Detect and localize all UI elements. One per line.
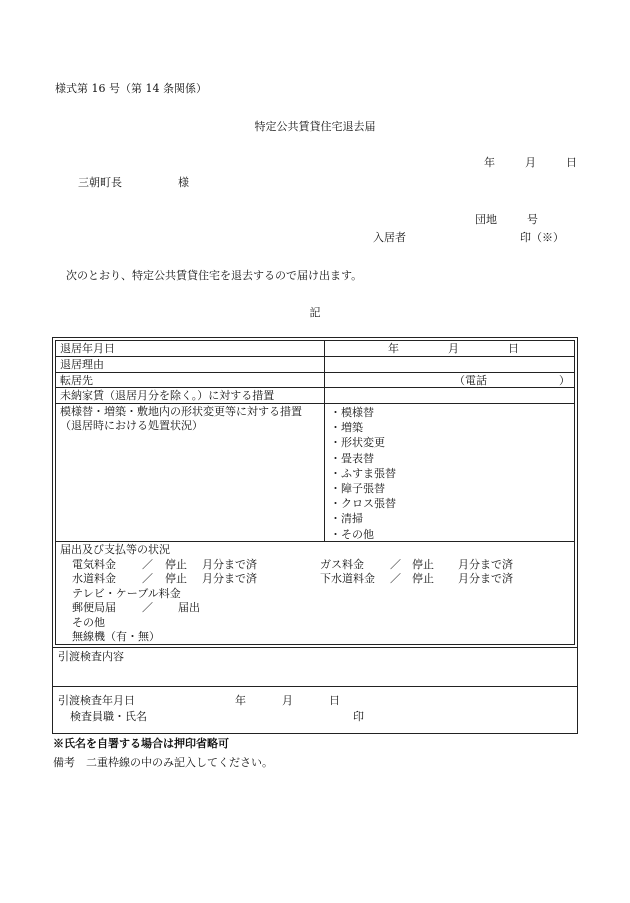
alteration-item[interactable]: ・畳表替: [330, 451, 374, 465]
resident-label: 入居者: [373, 231, 406, 244]
intro-text: 次のとおり、特定公共賃貸住宅を退去するので届け出ます。: [66, 269, 363, 282]
row-reason: [56, 357, 574, 373]
row-new-address: [56, 373, 574, 388]
slash: ／: [390, 572, 401, 585]
alteration-item[interactable]: ・形状変更: [330, 436, 385, 450]
post-office-label: 郵便局届: [72, 601, 116, 614]
inspection-year: 年: [235, 694, 246, 707]
sewer-label: 下水道料金: [320, 572, 375, 585]
new-address-label: 転居先: [60, 374, 93, 387]
form-table: [52, 337, 578, 648]
addressee: [78, 176, 189, 190]
inspector-seal: 印: [353, 710, 364, 723]
radio-label[interactable]: 無線機（有・無）: [72, 630, 160, 643]
alteration-item[interactable]: ・増築: [330, 421, 363, 435]
procedures-label: 届出及び支払等の状況: [60, 543, 170, 556]
slash: ／: [390, 557, 401, 571]
seal-mark: 印（※）: [520, 231, 564, 244]
row-move-date: [56, 341, 574, 357]
unpaid-rent-label: 未納家賃（退居月分を除く。）に対する措置: [60, 389, 275, 402]
inspection-day: 日: [329, 694, 340, 707]
page-title: 特定公共賃貸住宅退去届: [254, 120, 376, 133]
sewer-paid[interactable]: 月分まで済: [458, 572, 513, 585]
inspection-date-label: 引渡検査年月日: [58, 694, 135, 707]
form-number: 様式第 16 号（第 14 条関係）: [55, 82, 207, 95]
electricity-stop[interactable]: 停止: [165, 557, 187, 571]
slash: ／: [142, 601, 153, 614]
row-alteration: [56, 404, 574, 542]
row-unpaid-rent: [56, 388, 574, 404]
signature-note: ※氏名を自署する場合は押印省略可: [53, 737, 229, 750]
remarks-note: 備考 二重枠線の中のみ記入してください。: [53, 756, 273, 769]
water-paid[interactable]: 月分まで済: [202, 572, 257, 585]
post-office-notification[interactable]: 届出: [178, 601, 200, 614]
submission-date: [484, 156, 577, 170]
alteration-list: [330, 405, 396, 542]
alteration-item[interactable]: ・模様替: [330, 406, 374, 419]
date-day-label: 日: [566, 156, 577, 169]
alteration-item[interactable]: ・クロス張替: [330, 497, 396, 511]
gas-paid[interactable]: 月分まで済: [458, 557, 513, 571]
gas-stop[interactable]: 停止: [412, 557, 434, 571]
inspector-label: 検査員職・氏名: [70, 710, 147, 723]
row-procedures: [56, 542, 574, 646]
inspection-content-label: 引渡検査内容: [58, 650, 124, 663]
addressee-name: 三朝町長: [78, 176, 122, 189]
slash: ／: [142, 557, 153, 571]
alteration-label: [60, 405, 302, 433]
addressee-honorific: 様: [178, 176, 189, 189]
alteration-subtitle: （退居時における処置状況）: [60, 419, 203, 432]
electricity-paid[interactable]: 月分まで済: [202, 557, 257, 571]
other-label: その他: [72, 615, 105, 629]
resident-line: [373, 231, 564, 245]
room-number-label: 号: [527, 213, 538, 226]
danchi-line: [475, 213, 538, 227]
ki-heading: 記: [309, 306, 321, 319]
water-stop[interactable]: 停止: [165, 572, 187, 585]
sewer-stop[interactable]: 停止: [412, 572, 434, 585]
electricity-label: 電気料金: [72, 557, 116, 571]
alteration-item[interactable]: ・清掃: [330, 512, 363, 526]
move-date-day: 日: [508, 342, 519, 355]
move-date-month: 月: [448, 342, 459, 355]
water-label: 水道料金: [72, 572, 116, 585]
tv-cable-label: テレビ・ケーブル料金: [72, 586, 181, 600]
form-table-inner: [55, 340, 575, 645]
alteration-item[interactable]: ・その他: [330, 527, 374, 541]
phone-close: ）: [559, 374, 570, 387]
date-year-label: 年: [484, 156, 495, 169]
danchi-label: 団地: [475, 213, 497, 226]
move-date-label: 退居年月日: [60, 342, 115, 355]
gas-label: ガス料金: [320, 557, 364, 571]
move-date-year: 年: [388, 342, 399, 355]
date-month-label: 月: [525, 156, 536, 169]
alteration-item[interactable]: ・障子張替: [330, 482, 385, 496]
reason-label: 退居理由: [60, 358, 104, 371]
alteration-item[interactable]: ・ふすま張替: [330, 466, 396, 480]
inspection-box: [52, 648, 578, 734]
slash: ／: [142, 572, 153, 585]
phone-open: （電話: [454, 374, 487, 387]
alteration-title: 模様替・増築・敷地内の形状変更等に対する措置: [60, 405, 302, 418]
inspection-month: 月: [282, 694, 293, 707]
